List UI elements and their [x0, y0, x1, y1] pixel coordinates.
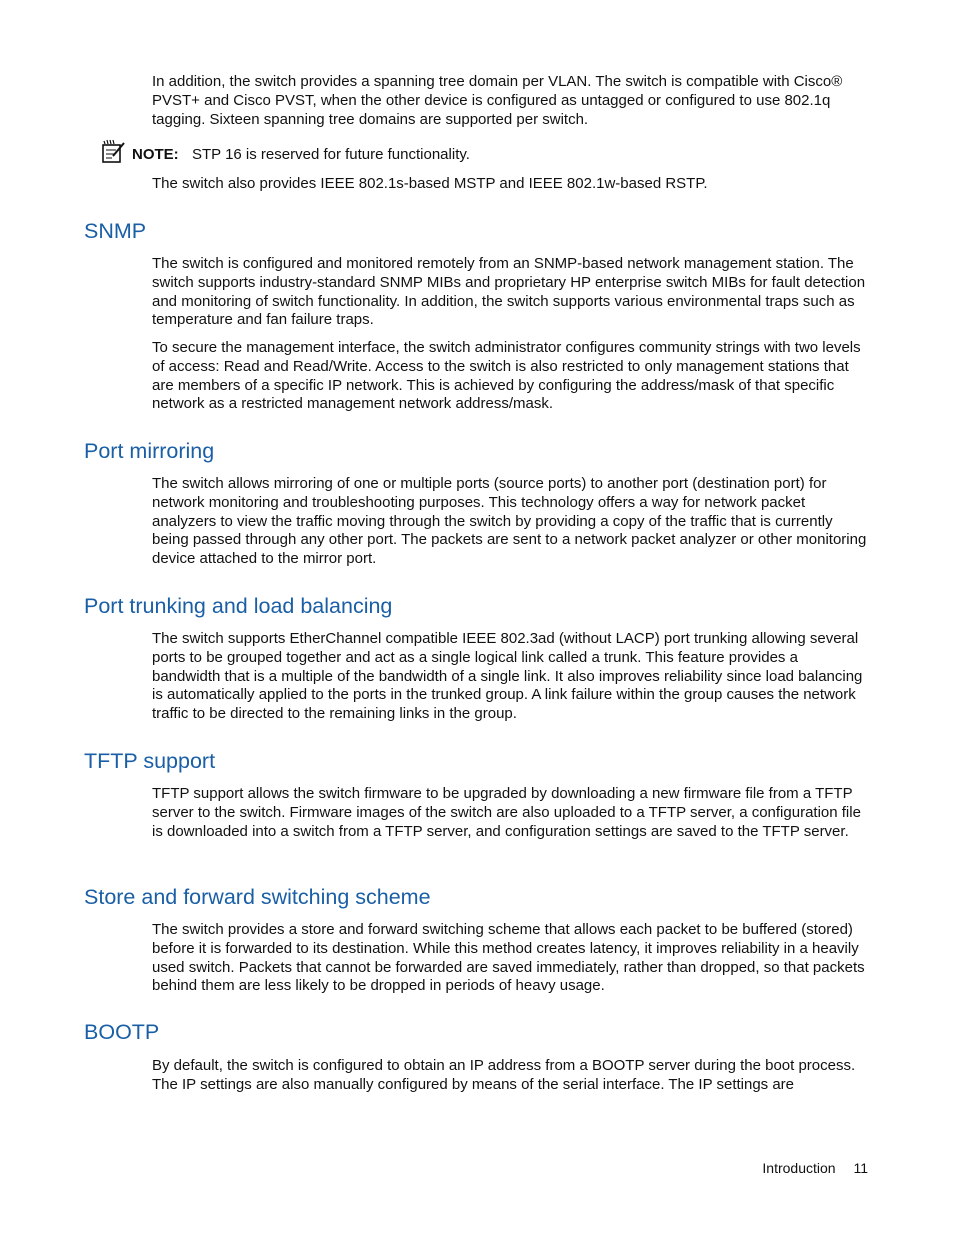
- snmp-paragraph-2: To secure the management interface, the switch administrator configures community strings with two levels of access: Read and Read/Write. Access to the switch is also restricted to only management stations that are members of a specific IP network. This is achieved by configuring the address/mask of that specific network as a restricted management network address/mask.: [152, 339, 861, 413]
- footer-section-title: Introduction: [762, 1160, 836, 1176]
- note-pad-icon: [100, 139, 128, 165]
- page-number: 11: [853, 1160, 868, 1176]
- page-footer: [762, 1159, 868, 1177]
- bootp-paragraph: By default, the switch is configured to obtain an IP address from a BOOTP server during the boot process. The IP settings are also manually configured by means of the serial interface. The IP settings are: [152, 1057, 856, 1093]
- intro-paragraph: In addition, the switch provides a spanning tree domain per VLAN. The switch is compatible with Cisco® PVST+ and Cisco PVST, when the other device is configured as untagged or configured to use 802.1q tagging. Sixteen spanning tree domains are supported per switch.: [152, 73, 843, 128]
- heading-port-mirroring: Port mirroring: [84, 439, 215, 463]
- port-mirroring-paragraph: The switch allows mirroring of one or multiple ports (source ports) to another port (destination port) for network monitoring and troubleshooting purposes. This technology offers a way for network packet analyzers to view the traffic moving through the switch by providing a copy of the traffic that is currently being passed through any other port. The packets are sent to a network packet analyzer or other monitoring device attached to the mirror port.: [152, 475, 867, 568]
- heading-bootp: BOOTP: [84, 1020, 160, 1044]
- port-trunking-paragraph: The switch supports EtherChannel compatible IEEE 802.3ad (without LACP) port trunking allowing several ports to be grouped together and act as a single logical link called a trunk. This feature provides a bandwidth that is a multiple of the bandwidth of a single link. It also improves reliability since load balancing is automatically applied to the ports in the trunked group. A link failure within the group causes the network traffic to be directed to the remaining links in the group.: [152, 630, 863, 723]
- heading-store-forward: Store and forward switching scheme: [84, 885, 431, 909]
- snmp-paragraph-1: The switch is configured and monitored remotely from an SNMP-based network management station. The switch supports industry-standard SNMP MIBs and proprietary HP enterprise switch MIBs for fault detection and monitoring of switch functionality. In addition, the switch supports various environmental traps such as temperature and fan failure traps.: [152, 255, 866, 329]
- store-forward-paragraph: The switch provides a store and forward switching scheme that allows each packet to be buffered (stored) before it is forwarded to its destination. While this method creates latency, it improves reliability in a heavily used switch. Packets that cannot be forwarded are saved immediately, rather than dropped, so that packets behind them are less likely to be dropped in periods of heavy usage.: [152, 921, 865, 995]
- heading-tftp-support: TFTP support: [84, 749, 216, 773]
- intro-paragraph-2: The switch also provides IEEE 802.1s-based MSTP and IEEE 802.1w-based RSTP.: [152, 175, 708, 192]
- note-label: NOTE:: [132, 146, 179, 163]
- tftp-paragraph: TFTP support allows the switch firmware to be upgraded by downloading a new firmware file from a TFTP server to the switch. Firmware images of the switch are also uploaded to a TFTP server, a configuration file is downloaded into a switch from a TFTP server, and configuration settings are saved to the TFTP server.: [152, 785, 861, 840]
- note-text: STP 16 is reserved for future functionality.: [192, 146, 470, 163]
- heading-snmp: SNMP: [84, 219, 147, 243]
- heading-port-trunking: Port trunking and load balancing: [84, 594, 393, 618]
